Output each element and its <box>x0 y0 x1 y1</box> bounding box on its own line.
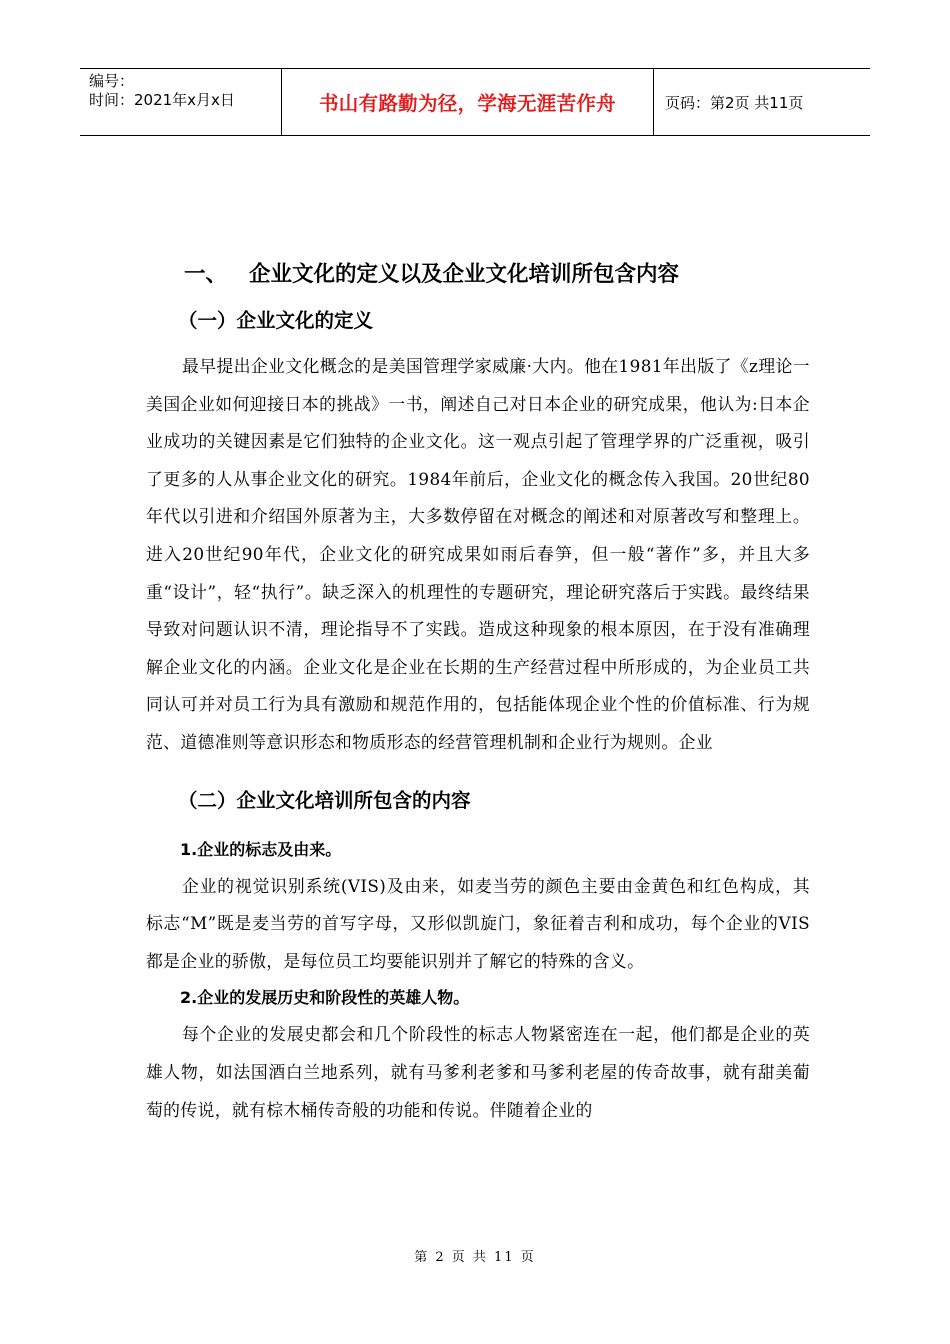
header-page-info: 页码：第2页 共11页 <box>665 93 804 112</box>
paragraph-item-1: 企业的视觉识别系统(VIS)及由来，如麦当劳的颜色主要由金黄色和红色构成，其标志“M”既是麦当劳的首写字母，又形似凯旋门，象征着吉利和成功，每个企业的VIS都是企业的骄傲，是每位员工均要能识别并了解它的特殊的含义。 <box>146 875 810 971</box>
header-meta <box>80 69 281 135</box>
section-title: 企业文化的定义以及企业文化培训所包含内容 <box>249 262 680 287</box>
subsection-heading-2: （二）企业文化培训所包含的内容 <box>178 788 471 812</box>
section-number: 一、 <box>184 262 228 287</box>
section-heading <box>184 258 810 292</box>
header-table <box>80 68 870 136</box>
page-footer: 第 2 页 共 11 页 <box>414 1250 536 1265</box>
paragraph-definition: 最早提出企业文化概念的是美国管理学家威廉·大内。他在1981年出版了《z理论一美国企业如何迎接日本的挑战》一书，阐述自己对日本企业的研究成果，他认为:日本企业成功的关键因素是它们独特的企业文化。这一观点引起了管理学界的广泛重视，吸引了更多的人从事企业文化的研究。1984年前后，企业文化的概念传入我国。20世纪80年代以引进和介绍国外原著为主，大多数停留在对概念的阐述和对原著改写和整理上。进入20世纪90年代，企业文化的研究成果如雨后春笋，但一般“著作”多，并且大多重“设计”，轻“执行”。缺乏深入的机理性的专题研究，理论研究落后于实践。最终结果导致对问题认识不清，理论指导不了实践。造成这种现象的根本原因，在于没有准确理解企业文化的内涵。企业文化是企业在长期的生产经营过程中所形成的，为企业员工共同认可并对员工行为具有激励和规范作用的，包括能体现企业个性的价值标准、行为规范、道德准则等意识形态和物质形态的经营管理机制和企业行为规则。企业 <box>146 356 810 752</box>
document-body <box>146 258 810 1129</box>
number-label: 编号： <box>89 72 135 90</box>
item-heading-1: 1.企业的标志及由来。 <box>180 839 342 859</box>
paragraph-item-2: 每个企业的发展史都会和几个阶段性的标志人物紧密连在一起，他们都是企业的英雄人物，如法国酒白兰地系列，就有马爹利老爹和马爹利老屋的传奇故事，就有甜美葡萄的传说，就有棕木桶传奇般的功能和传说。伴随着企业的 <box>146 1024 810 1120</box>
date-label: 时间：2021年x月x日 <box>89 91 235 109</box>
subsection-heading-1: （一）企业文化的定义 <box>178 309 374 332</box>
item-heading-2: 2.企业的发展历史和阶段性的英雄人物。 <box>180 988 470 1008</box>
header-motto: 书山有路勤为径，学海无涯苦作舟 <box>281 69 654 135</box>
